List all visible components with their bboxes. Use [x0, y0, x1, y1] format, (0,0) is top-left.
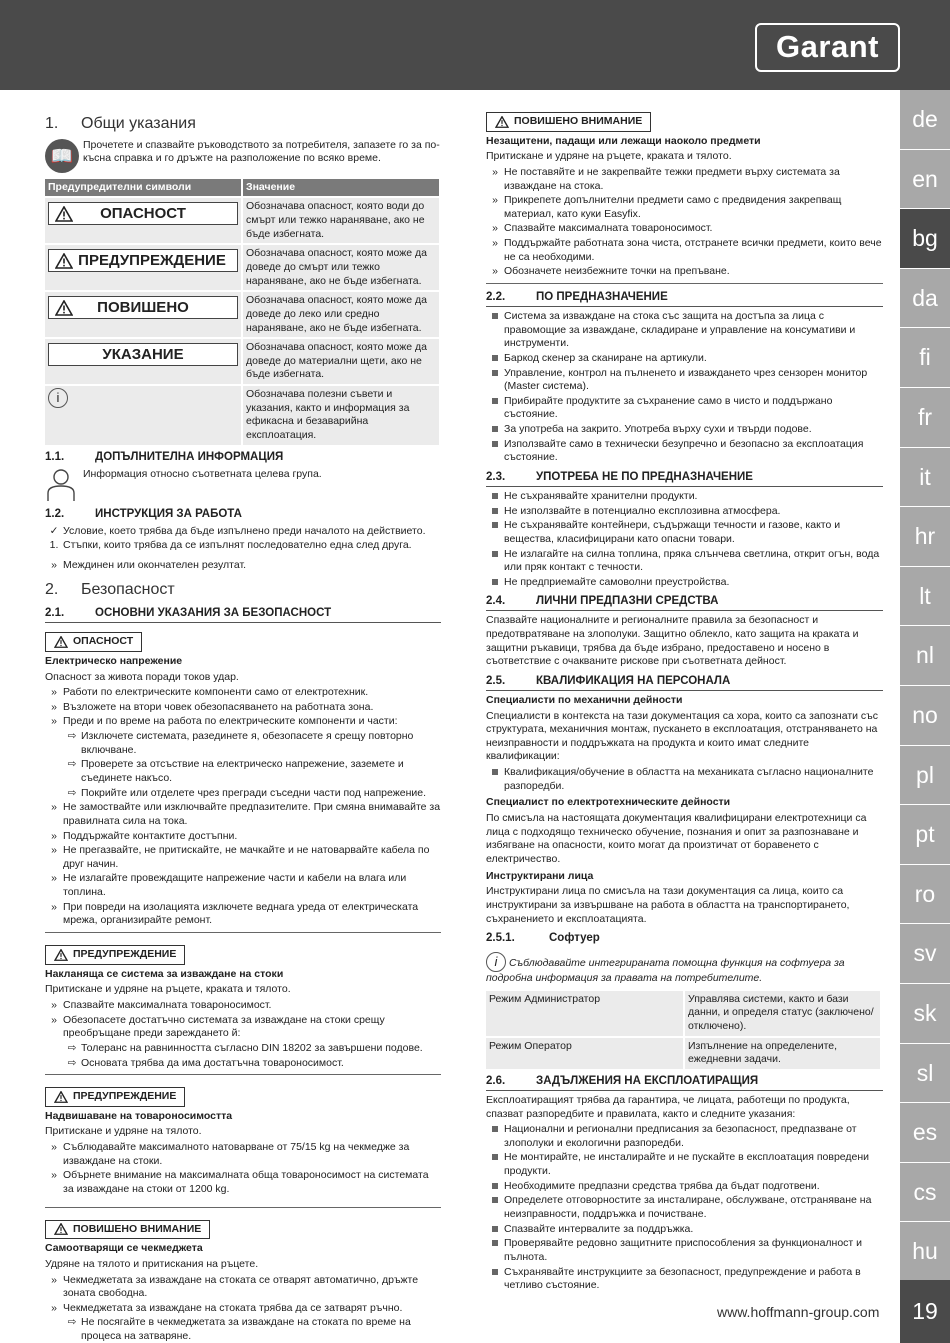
- read-manual-notice: [45, 139, 441, 173]
- list-item: Не съхранявайте контейнери, съдържащи течности и газове, както и вещества, класифицирани като опасни товари.: [486, 519, 883, 546]
- section-title: Общи указания: [81, 115, 196, 132]
- list-item: » Прикрепете допълнителни предмети само с предвидения закрепващ материал, като куки Easyfix.: [492, 194, 842, 220]
- qualification-title: Специалист по електротехническите дейности: [486, 796, 731, 809]
- hazard-title: Електрическо напрежение: [45, 654, 183, 667]
- list-item: » Не излагайте провеждащите напрежение части и кабели на влага или топлина.: [51, 872, 407, 899]
- list-item: Национални и регионални предписания за безопасност, предпазване от злополуки и екологични разпоредби.: [486, 1123, 883, 1150]
- list-item: » Обърнете внимание на максималната обща товароносимост на системата за изваждане на стоки от 1200 kg.: [51, 1169, 429, 1195]
- subsubsection-heading: 2.5.1. Софтуер: [486, 932, 600, 945]
- safety-signal-label: ОПАСНОСТ: [45, 632, 142, 652]
- hazard-title: Незащитени, падащи или лежащи наоколо предмети: [486, 134, 761, 147]
- list-item: ⇨ Толеранс на равнинността съгласно DIN 18202 за завършени подове.: [67, 1041, 423, 1054]
- language-tab-bg[interactable]: bg: [900, 209, 950, 269]
- list-item: ⇨ Изключете системата, разединете я, обезопасете я срещу повторно включване.: [67, 730, 414, 756]
- divider: [45, 1074, 441, 1075]
- caution-block-drawers: [45, 1214, 441, 1343]
- language-tab-fr[interactable]: fr: [900, 388, 950, 448]
- person-icon: [45, 468, 77, 502]
- table-row: ПОВИШЕНО Обозначава опасност, която може да доведе до леко или средно нараняване, ако не бъде избегната.: [45, 291, 440, 338]
- subsection-heading: 2.1. ОСНОВНИ УКАЗАНИЯ ЗА БЕЗОПАСНОСТ: [45, 606, 441, 623]
- list-item: Необходимите предпазни средства трябва да бъдат подготвени.: [486, 1180, 883, 1194]
- language-tab-ro[interactable]: ro: [900, 865, 950, 925]
- list-item: » Възложете на втори човек обезопасяването на работната зона.: [51, 700, 374, 713]
- subsection-heading: 1.1. ДОПЪЛНИТЕЛНА ИНФОРМАЦИЯ: [45, 450, 284, 463]
- hazard-consequence: Притискане и удряне на тялото.: [45, 1125, 202, 1138]
- language-tab-lt[interactable]: lt: [900, 567, 950, 627]
- list-item: Баркод скенер за сканиране на артикули.: [486, 352, 883, 366]
- list-item: Прибирайте продуктите за съхранение само в чисто и поддържано състояние.: [486, 395, 883, 422]
- list-item: » Междинен или окончателен резултат.: [51, 558, 247, 571]
- language-tab-sl[interactable]: sl: [900, 1044, 950, 1104]
- warning-triangle-icon: [54, 1223, 68, 1235]
- operator-duties-list: [486, 1123, 883, 1293]
- software-modes-table: [486, 989, 882, 1069]
- hazard-title: Самоотварящи се чекмеджета: [45, 1242, 203, 1255]
- language-tab-hr[interactable]: hr: [900, 507, 950, 567]
- list-item: Не предприемайте самоволни преустройства.: [486, 576, 883, 590]
- language-tab-cs[interactable]: cs: [900, 1163, 950, 1223]
- language-tab-it[interactable]: it: [900, 448, 950, 508]
- list-item: ⇨ Покрийте или отделете чрез прегради съседни части под напрежение.: [67, 786, 426, 799]
- list-item: » Не замоствайте или изключвайте предпазителите. При смяна внимавайте за правилната сила на тока.: [51, 801, 441, 827]
- list-item: Използвайте само в технически безупречно и безопасно за експлоатация състояние.: [486, 438, 883, 465]
- table-row: ОПАСНОСТ Обозначава опасност, която води до смърт или тежко нараняване, ако не бъде избегната.: [45, 197, 440, 244]
- list-item: » Работи по електрическите компоненти само от електротехник.: [51, 686, 369, 699]
- list-item: » Чекмеджетата за изваждане на стоката се отварят автоматично, дръжте зоната свободна.: [51, 1273, 419, 1300]
- safety-signal-label: ПРЕДУПРЕЖДЕНИЕ: [45, 945, 185, 965]
- language-tab-da[interactable]: da: [900, 269, 950, 329]
- table-header: Предупредителни символи: [45, 179, 242, 198]
- list-item: Не монтирайте, не инсталирайте и не пускайте в експлоатация повредени продукти.: [486, 1151, 883, 1178]
- language-tab-sk[interactable]: sk: [900, 984, 950, 1044]
- danger-block: [45, 626, 441, 928]
- subsection-heading: 2.5. КВАЛИФИКАЦИЯ НА ПЕРСОНАЛА: [486, 674, 883, 691]
- warning-triangle-icon: [54, 949, 68, 961]
- warning-triangle-icon: [495, 116, 509, 128]
- page-number: 19: [900, 1280, 950, 1343]
- table-row: i Обозначава полезни съвети и указания, както и информация за ефикасна и безаварийна експлоатация.: [45, 385, 440, 445]
- header-bar: [0, 0, 950, 90]
- list-item: » Чекмеджетата за изваждане на стоката трябва да се затварят ръчно.: [51, 1301, 403, 1314]
- list-item: За употреба на закрито. Употреба върху сухи и твърди подове.: [486, 423, 883, 437]
- list-item: » Поддържайте контактите достъпни.: [51, 829, 238, 842]
- list-item: Не излагайте на силна топлина, пряка слънчева светлина, открит огън, вода или пряк контакт с течности.: [486, 548, 883, 575]
- language-tab-de[interactable]: de: [900, 90, 950, 150]
- safety-signal-label: ПРЕДУПРЕЖДЕНИЕ: [45, 1087, 185, 1107]
- warning-signal: ПРЕДУПРЕЖДЕНИЕ: [48, 249, 238, 272]
- list-item: » Обозначете неизбежните точки на препъване.: [492, 265, 730, 278]
- subsection-heading: 2.3. УПОТРЕБА НЕ ПО ПРЕДНАЗНАЧЕНИЕ: [486, 470, 883, 487]
- language-tab-hu[interactable]: hu: [900, 1222, 950, 1282]
- read-manual-icon: 📖: [45, 139, 79, 173]
- subsection-heading: 2.4. ЛИЧНИ ПРЕДПАЗНИ СРЕДСТВА: [486, 594, 883, 611]
- notice-signal: УКАЗАНИЕ: [48, 343, 238, 366]
- hazard-consequence: Удряне на тялото и притискания на ръцете.: [45, 1257, 259, 1270]
- danger-signal: ОПАСНОСТ: [48, 202, 238, 225]
- language-tab-en[interactable]: en: [900, 150, 950, 210]
- language-tab-nl[interactable]: nl: [900, 626, 950, 686]
- warning-triangle-icon: [55, 253, 73, 269]
- table-row: Режим Администратор Управлява системи, както и бази данни, и определя статус (заключено/отключено).: [486, 990, 881, 1037]
- list-item: » Не поставяйте и не закрепвайте тежки предмети върху системата за изваждане на стока.: [492, 165, 840, 192]
- list-item: Система за изваждане на стока със защита на достъпа за лица с правомощие за изваждане, складиране и управление на консумативи и инструменти.: [486, 310, 883, 351]
- right-column: ПОВИШЕНО ВНИМАНИЕ Незащитени, падащи или лежащи наоколо предмети Притискане и удряне на ръцете, краката и тялото. » Не поставяйте и не закрепвайте тежки предмети върху системата за изваждане на стока. » Прикрепете допълнителни предмети само с предвидения закрепващ материал, като куки Easyfix. » Спазвайте максималната товароносимост. » Поддържайте работната зона чиста, отстранете всички предмети, които вече не са необходими. » Обозначете неизбежните точки на препъване. 2.2. ПО ПРЕДНАЗНАЧЕНИЕ Система за изваждане на стока със защита на достъпа за лица с правомощие за изваждане, складиране и управление на консумативи и инструменти. Баркод скенер за сканиране на артикули. Управление, контрол на пълненето и изваждането чрез сензорен монитор (Master система). Прибирайте продуктите за съхранение само в чисто и поддържано състояние. За употреба на закрито. Употреба върху сухи и твърди подове. Използвайте само в технически безупречно и безопасно за експлоатация състояние. 2.3. УПОТРЕБА НЕ ПО ПРЕДНАЗНАЧЕНИЕ Не съхранявайте хранителни продукти. Не използвайте в потенциално експлозивна атмосфера. Не съхранявайте контейнери, съдържащи течности и газове, както и вещества, класифицирани като опасни товари. Не излагайте на силна топлина, пряка слънчева светлина, открит огън, вода или пряк контакт с течности. Не предприемайте самоволни преустройства. 2.4. ЛИЧНИ ПРЕДПАЗНИ СРЕДСТВА Спазвайте националните и регионалните правила за безопасност и предотвратяване на злополуки. Защитно облекло, като защита на краката и защитни ръкавици, трябва да бъде избрано, предоставено и носено в съответствие с очакваните рискове при съответната дейност. 2.5. КВАЛИФИКАЦИЯ НА ПЕРСОНАЛА Специалисти по механични дейности Специалисти в контекста на тази документация са хора, които са запознати със структурата, механичния монтаж, пускането в експлоатация, отстраняването на неизправности и поддръжката на продукта и които имат следните квалификации: Квалификация/обучение в областта на механиката съгласно националните разпоредби. Специалист по електротехническите дейности По смисъла на настоящата документация квалифицирани електротехници са лица с подходящо техническо обучение, познания и опит за разпознаване и избягване на опасности, които могат да произтичат от боравенето с електричество. Инструктирани лица Инструктирани лица по смисъла на тази документация са лица, които са инструктирани за извършване на работа в областта на транспортирането, съхранението и експлоатацията. 2.5.1. Софтуер i Съблюдавайте интегрираната помощна функция на софтуера за подробна информация за правата на потребителите. Режим Администратор Управлява системи, както и бази данни, и определя статус (заключено/отключено). Режим Оператор Изпълнение на определените, ежедневни задачи. 2.6. ЗАДЪЛЖЕНИЯ НА ЕКСПЛОАТИРАЩИЯ Експлоатиращият трябва да гарантира, че лицата, работещи по продукта, спазват разпоредбите и правилата, както и следните указания: Национални и регионални предписания за безопасност, предпазване от злополуки и екологични разпоредби. Не монтирайте, не инсталирайте и не пускайте в експлоатация повредени продукти. Необходимите предпазни средства трябва да бъдат подготвени. Определете отговорностите за инсталиране, обслужване, отстраняване на неизправности, поддръжка и почистване. Спазвайте интервалите за поддръжка. Проверявайте редовно защитните приспособления за функционалност и пълнота. Съхранявайте инструкциите за безопасност, предупреждение и работа в четливо състояние.: [486, 112, 883, 1294]
- list-item: Квалификация/обучение в областта на механиката съгласно националните разпоредби.: [486, 766, 883, 793]
- list-item: » Преди и по време на работа по електрическите компоненти и части:: [51, 715, 398, 728]
- warning-block-tipping: [45, 939, 441, 1070]
- table-row: ПРЕДУПРЕЖДЕНИЕ Обозначава опасност, която може да доведе до смърт или тежко нараняване, ако не бъде избегната.: [45, 244, 440, 291]
- list-item: Проверявайте редовно защитните приспособления за функционалност и пълнота.: [486, 1237, 883, 1264]
- list-item: » Съблюдавайте максималното натоварване от 75/15 kg на чекмедже за изваждане на стоки.: [51, 1141, 410, 1167]
- divider: [486, 283, 883, 284]
- caution-block-objects: [486, 106, 883, 279]
- ppe-text: Спазвайте националните и регионалните правила за безопасност и предотвратяване на злополуки. Защитно облекло, като защита на краката и защитни ръкавици, трябва да бъде избрано, предоставено и носено в съответствие с очакваните рискове при съответната дейност.: [486, 614, 859, 668]
- intro-text: Прочетете и спазвайте ръководството за потребителя, запазете го за по-късна справка и го дръжте на разположение по всяко време.: [83, 138, 440, 165]
- list-item: ⇨ Основата трябва да има достатъчна товароносимост.: [67, 1056, 344, 1069]
- language-tab-no[interactable]: no: [900, 686, 950, 746]
- caution-signal: ПОВИШЕНО: [48, 296, 238, 319]
- hazard-title: Накланяща се система за изваждане на стоки: [45, 967, 284, 980]
- language-tab-sv[interactable]: sv: [900, 924, 950, 984]
- list-item: » Не прегазвайте, не притискайте, не мачкайте и не натоварвайте кабела по друг начин.: [51, 844, 430, 870]
- list-item: » Спазвайте максималната товароносимост.: [492, 222, 713, 235]
- warning-triangle-icon: [54, 636, 68, 648]
- warning-symbols-table: [45, 179, 441, 445]
- table-row: Режим Оператор Изпълнение на определените, ежедневни задачи.: [486, 1037, 881, 1069]
- left-column: [45, 112, 441, 1343]
- qualification-title: Инструктирани лица: [486, 869, 594, 882]
- list-item: Определете отговорностите за инсталиране, обслужване, отстраняване на неизправности, поддръжка и почистване.: [486, 1194, 883, 1221]
- list-item: » При повреди на изолацията изключете веднага уреда от електрическата мрежа, организирайте ремонт.: [51, 900, 419, 927]
- subsection-heading: 2.6. ЗАДЪЛЖЕНИЯ НА ЕКСПЛОАТИРАЩИЯ: [486, 1074, 883, 1091]
- garant-logo: Garant: [755, 23, 900, 72]
- safety-signal-label: ПОВИШЕНО ВНИМАНИЕ: [486, 112, 651, 132]
- instruction-legend: [45, 525, 441, 573]
- language-tab-pt[interactable]: pt: [900, 805, 950, 865]
- list-item: » Обезопасете достатъчно системата за изваждане на стоки срещу преобръщане преди зареждането й:: [51, 1013, 385, 1040]
- warning-block-overload: [45, 1081, 441, 1196]
- info-icon: i: [486, 952, 506, 972]
- info-icon: i: [48, 388, 68, 408]
- table-row: УКАЗАНИЕ Обозначава опасност, която може да доведе до материални щети, ако не бъде избегната.: [45, 338, 440, 385]
- list-item: Съхранявайте инструкциите за безопасност, предупреждение и работа в четливо състояние.: [486, 1266, 883, 1293]
- list-item: Не съхранявайте хранителни продукти.: [486, 490, 883, 504]
- list-item: 1. Стъпки, които трябва да се изпълнят последователно една след друга.: [49, 539, 412, 552]
- language-tab-fi[interactable]: fi: [900, 328, 950, 388]
- warning-triangle-icon: [55, 206, 73, 222]
- qualification-title: Специалисти по механични дейности: [486, 693, 683, 706]
- software-note: i Съблюдавайте интегрираната помощна функция на софтуера за подробна информация за правата на потребителите.: [486, 954, 845, 985]
- list-item: Спазвайте интервалите за поддръжка.: [486, 1223, 883, 1237]
- list-item: » Поддържайте работната зона чиста, отстранете всички предмети, които вече не са необходими.: [492, 237, 882, 263]
- list-item: Управление, контрол на пълненето и изваждането чрез сензорен монитор (Master система).: [486, 367, 883, 394]
- list-item: ⇨ Не посягайте в чекмеджетата за изваждане на стоката по време на процеса на затваряне.: [67, 1316, 411, 1343]
- table-header: Значение: [242, 179, 440, 198]
- website-url[interactable]: www.hoffmann-group.com: [717, 1304, 880, 1320]
- section-heading: 2. Безопасност: [45, 581, 175, 599]
- section-heading: 1. Общи указания: [45, 115, 196, 132]
- language-sidebar: [900, 90, 950, 1343]
- warning-triangle-icon: [55, 300, 73, 316]
- unintended-use-list: [486, 490, 883, 589]
- divider: [45, 1207, 441, 1208]
- subsection-heading: 2.2. ПО ПРЕДНАЗНАЧЕНИЕ: [486, 290, 883, 307]
- target-group-info: Информация относно съответната целева група.: [45, 468, 441, 502]
- list-item: ✓ Условие, което трябва да бъде изпълнено преди началото на действието.: [49, 524, 426, 537]
- hazard-consequence: Притискане и удряне на ръцете, краката и тялото.: [45, 983, 291, 996]
- subsection-heading: 1.2. ИНСТРУКЦИЯ ЗА РАБОТА: [45, 507, 242, 520]
- language-tab-es[interactable]: es: [900, 1103, 950, 1163]
- safety-signal-label: ПОВИШЕНО ВНИМАНИЕ: [45, 1220, 210, 1240]
- intended-use-list: [486, 310, 883, 465]
- list-item: ⇨ Проверете за отсъствие на електрическо напрежение, заземете и съединете накъсо.: [67, 758, 404, 784]
- language-tab-pl[interactable]: pl: [900, 746, 950, 806]
- hazard-consequence: Притискане и удряне на ръцете, краката и тялото.: [486, 150, 732, 163]
- list-item: » Спазвайте максималната товароносимост.: [51, 998, 272, 1011]
- divider: [45, 932, 441, 933]
- warning-triangle-icon: [54, 1091, 68, 1103]
- list-item: Не използвайте в потенциално експлозивна атмосфера.: [486, 505, 883, 519]
- hazard-consequence: Опасност за живота поради токов удар.: [45, 670, 239, 683]
- hazard-title: Надвишаване на товароносимостта: [45, 1109, 233, 1122]
